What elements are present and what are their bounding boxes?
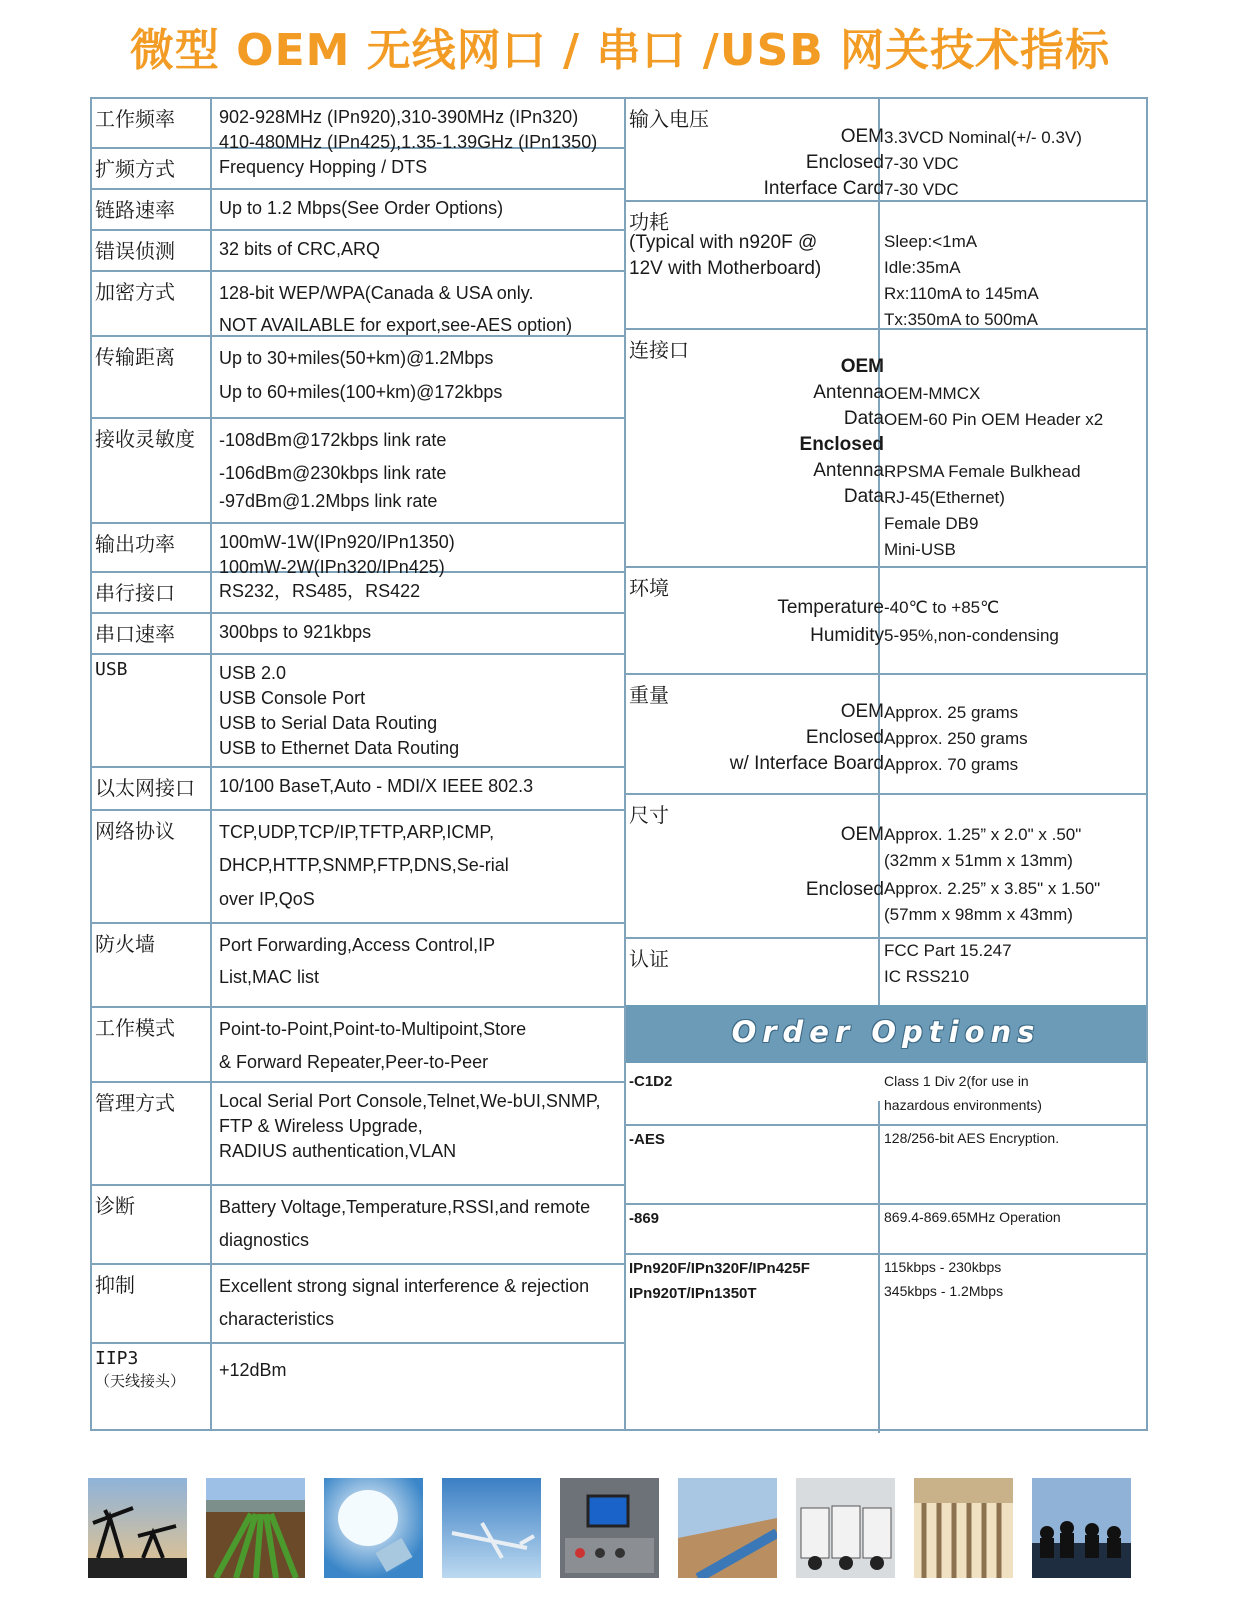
row-label: 工作模式: [95, 1016, 175, 1040]
row-label: 接收灵敏度: [95, 427, 195, 451]
row-value: -106dBm@230kbps link rate: [219, 463, 447, 483]
row-label: 以太网接口: [95, 776, 195, 800]
sub-label: OEM: [840, 824, 884, 845]
spec-row: [92, 231, 624, 272]
building-columns-photo: [914, 1478, 1013, 1578]
sub-label: Enclosed: [805, 879, 884, 900]
sub-label: OEM: [840, 126, 884, 147]
spec-row: [92, 1265, 624, 1344]
row-connector: [626, 330, 1146, 568]
order-value: hazardous environments): [884, 1097, 1042, 1113]
row-power: [626, 202, 1146, 330]
row-label: 重量: [629, 683, 669, 707]
sub-label: Data: [843, 408, 884, 429]
order-value: 345kbps - 1.2Mbps: [884, 1283, 1004, 1299]
row-label: USB: [95, 659, 128, 680]
row-weight: [626, 675, 1146, 795]
row-value: USB to Ethernet Data Routing: [219, 738, 460, 758]
power-sleep: Sleep:<1mA: [884, 232, 978, 251]
row-value: 902-928MHz (IPn920),310-390MHz (IPn320): [219, 107, 579, 127]
row-value: USB to Serial Data Routing: [219, 713, 438, 733]
sub-label: OEM: [840, 701, 884, 722]
sub-label: Data: [843, 486, 884, 507]
control-panel-photo: [560, 1478, 659, 1578]
meeting-photo: [1032, 1478, 1131, 1578]
row-label: 抑制: [95, 1273, 135, 1297]
row-value: (57mm x 98mm x 43mm): [884, 905, 1073, 924]
row-value: 10/100 BaseT,Auto - MDI/X IEEE 802.3: [219, 776, 534, 796]
spec-row: [92, 1344, 624, 1400]
row-value: 32 bits of CRC,ARQ: [219, 239, 381, 259]
row-value: Up to 1.2 Mbps(See Order Options): [219, 198, 504, 218]
row-value: Female DB9: [884, 514, 979, 533]
spec-row: [92, 768, 624, 811]
spec-row: [92, 1008, 624, 1083]
spec-row: [92, 524, 624, 577]
drone-photo: [442, 1478, 541, 1578]
row-label: 加密方式: [95, 280, 175, 304]
sub-label: Antenna: [813, 460, 884, 481]
spec-row: [92, 1083, 624, 1186]
row-value: Approx. 2.25” x 3.85" x 1.50": [884, 879, 1101, 898]
page-title: 微型 OEM 无线网口 / 串口 /USB 网关技术指标: [129, 25, 1111, 76]
row-value: IC RSS210: [884, 967, 970, 986]
row-value: Up to 30+miles(50+km)@1.2Mbps: [219, 348, 494, 368]
row-label: 管理方式: [95, 1091, 175, 1115]
row-value: RADIUS authentication,VLAN: [219, 1141, 457, 1161]
spec-row: [92, 99, 624, 152]
order-value: 128/256-bit AES Encryption.: [884, 1130, 1060, 1146]
order-key: -869: [629, 1210, 660, 1227]
row-value: -97dBm@1.2Mbps link rate: [219, 491, 438, 511]
sub-label: Enclosed: [799, 434, 884, 455]
row-value: & Forward Repeater,Peer-to-Peer: [219, 1052, 489, 1072]
row-value: over IP,QoS: [219, 889, 315, 909]
spec-row: [92, 811, 624, 924]
crop-field-photo: [206, 1478, 305, 1578]
row-value: +12dBm: [219, 1360, 287, 1380]
row-value: 300bps to 921kbps: [219, 622, 372, 642]
row-label: 连接口: [629, 338, 689, 362]
order-options-title: Order Options: [731, 1015, 1041, 1049]
row-value: Approx. 70 grams: [884, 755, 1019, 774]
row-value: Port Forwarding,Access Control,IP: [219, 935, 496, 955]
spec-row: [92, 1186, 624, 1265]
row-value: (32mm x 51mm x 13mm): [884, 851, 1073, 870]
row-value: RS232，RS485，RS422: [219, 581, 421, 601]
spec-row: [92, 655, 624, 768]
order-key: -AES: [629, 1131, 665, 1148]
spec-row: [92, 272, 624, 337]
order-value: 115kbps - 230kbps: [884, 1259, 1002, 1275]
spec-table-right: [626, 97, 1148, 1431]
row-value: Up to 60+miles(100+km)@172kbps: [219, 382, 503, 402]
trucks-photo: [796, 1478, 895, 1578]
order-row: [626, 1255, 1146, 1425]
row-value: List,MAC list: [219, 967, 320, 987]
spec-row: [92, 337, 624, 419]
row-value: -108dBm@172kbps link rate: [219, 430, 447, 450]
row-value: RPSMA Female Bulkhead: [884, 462, 1081, 481]
row-label: 认证: [629, 947, 669, 971]
row-value: Local Serial Port Console,Telnet,We-bUI,SNMP,: [219, 1091, 601, 1111]
row-label: 扩频方式: [95, 157, 175, 181]
row-label: 功耗: [629, 210, 669, 234]
conveyor-photo: [678, 1478, 777, 1578]
power-idle: Idle:35mA: [884, 258, 961, 277]
row-value: NOT AVAILABLE for export,see-AES option): [219, 315, 573, 335]
spec-row: [92, 573, 624, 614]
spec-row: [92, 190, 624, 231]
row-value: diagnostics: [219, 1230, 310, 1250]
row-value: 128-bit WEP/WPA(Canada & USA only.: [219, 283, 534, 303]
row-value: 7-30 VDC: [884, 180, 959, 199]
row-value: RJ-45(Ethernet): [884, 488, 1005, 507]
row-value: Approx. 1.25” x 2.0" x .50": [884, 825, 1082, 844]
row-value: 3.3VCD Nominal(+/- 0.3V): [884, 128, 1082, 147]
row-label: 输入电压: [629, 107, 709, 131]
sub-label: Temperature: [777, 597, 884, 618]
row-value: USB 2.0: [219, 663, 287, 683]
row-label: 环境: [629, 576, 669, 600]
row-certification: [626, 939, 1146, 1004]
row-value: USB Console Port: [219, 688, 366, 708]
row-label: 传输距离: [95, 345, 175, 369]
row-value: 100mW-1W(IPn920/IPn1350): [219, 532, 455, 552]
light-bulb-photo: [324, 1478, 423, 1578]
sub-label: w/ Interface Board: [729, 753, 884, 774]
spec-row: [92, 149, 624, 190]
row-value: FCC Part 15.247: [884, 941, 1012, 960]
sub-label: Enclosed: [805, 152, 884, 173]
row-label: 输出功率: [95, 532, 175, 556]
row-value: Frequency Hopping / DTS: [219, 157, 428, 177]
sub-label: Enclosed: [805, 727, 884, 748]
row-value: 5-95%,non-condensing: [884, 626, 1059, 645]
row-value: 100mW-2W(IPn320/IPn425): [219, 557, 445, 577]
order-value: 869.4-869.65MHz Operation: [884, 1209, 1061, 1225]
row-value: Approx. 25 grams: [884, 703, 1019, 722]
row-value: OEM-MMCX: [884, 384, 981, 403]
spec-table-left: [90, 97, 626, 1431]
sub-label: Interface Card: [763, 178, 884, 199]
oil-pumps-photo: [88, 1478, 187, 1578]
row-label: 串行接口: [95, 581, 175, 605]
row-value: 410-480MHz (IPn425),1.35-1.39GHz (IPn1350): [219, 132, 598, 152]
row-value: -40℃ to +85℃: [884, 598, 1000, 617]
row-value: TCP,UDP,TCP/IP,TFTP,ARP,ICMP,: [219, 822, 495, 842]
order-key: IPn920F/IPn320F/IPn425F: [629, 1260, 810, 1277]
row-value: FTP & Wireless Upgrade,: [219, 1116, 423, 1136]
row-value: DHCP,HTTP,SNMP,FTP,DNS,Se-rial: [219, 855, 509, 875]
row-size: [626, 795, 1146, 939]
sub-label: Antenna: [813, 382, 884, 403]
row-label: 工作频率: [95, 107, 175, 131]
sub-label: Humidity: [810, 625, 884, 646]
order-row: [626, 1126, 1146, 1205]
spec-row: [92, 924, 624, 1008]
row-label: 防火墙: [95, 932, 155, 956]
photo-strip: [88, 1478, 1148, 1578]
power-tx: Tx:350mA to 500mA: [884, 310, 1039, 329]
spec-row: [92, 419, 624, 524]
row-value: Approx. 250 grams: [884, 729, 1028, 748]
sub-label: OEM: [840, 356, 884, 377]
order-row: [626, 1205, 1146, 1255]
row-value: Excellent strong signal interference & rejection: [219, 1276, 590, 1296]
power-note: 12V with Motherboard): [629, 258, 822, 279]
row-label: 尺寸: [629, 803, 669, 827]
row-label: IIP3: [95, 1348, 139, 1369]
row-label-sub: （天线接头）: [95, 1372, 186, 1390]
spec-sheet: [90, 97, 1148, 1431]
order-key: -C1D2: [629, 1073, 673, 1090]
order-key: IPn920T/IPn1350T: [629, 1285, 757, 1302]
row-value: OEM-60 Pin OEM Header x2: [884, 410, 1104, 429]
power-note: (Typical with n920F @: [629, 232, 818, 253]
row-value: Point-to-Point,Point-to-Multipoint,Store: [219, 1019, 527, 1039]
order-row: [626, 1063, 1146, 1126]
row-label: 链路速率: [95, 198, 175, 222]
row-label: 诊断: [95, 1194, 135, 1218]
row-value: characteristics: [219, 1309, 335, 1329]
row-value: 7-30 VDC: [884, 154, 959, 173]
row-value: Battery Voltage,Temperature,RSSI,and remote: [219, 1197, 591, 1217]
row-label: 串口速率: [95, 622, 175, 646]
row-value: Mini-USB: [884, 540, 956, 559]
row-label: 网络协议: [95, 819, 175, 843]
power-rx: Rx:110mA to 145mA: [884, 284, 1039, 303]
spec-row: [92, 614, 624, 655]
row-label: 错误侦测: [95, 239, 175, 263]
order-value: Class 1 Div 2(for use in: [884, 1073, 1029, 1089]
row-environment: [626, 568, 1146, 675]
order-options-header: [626, 1005, 1146, 1063]
row-input-voltage: [626, 99, 1146, 202]
